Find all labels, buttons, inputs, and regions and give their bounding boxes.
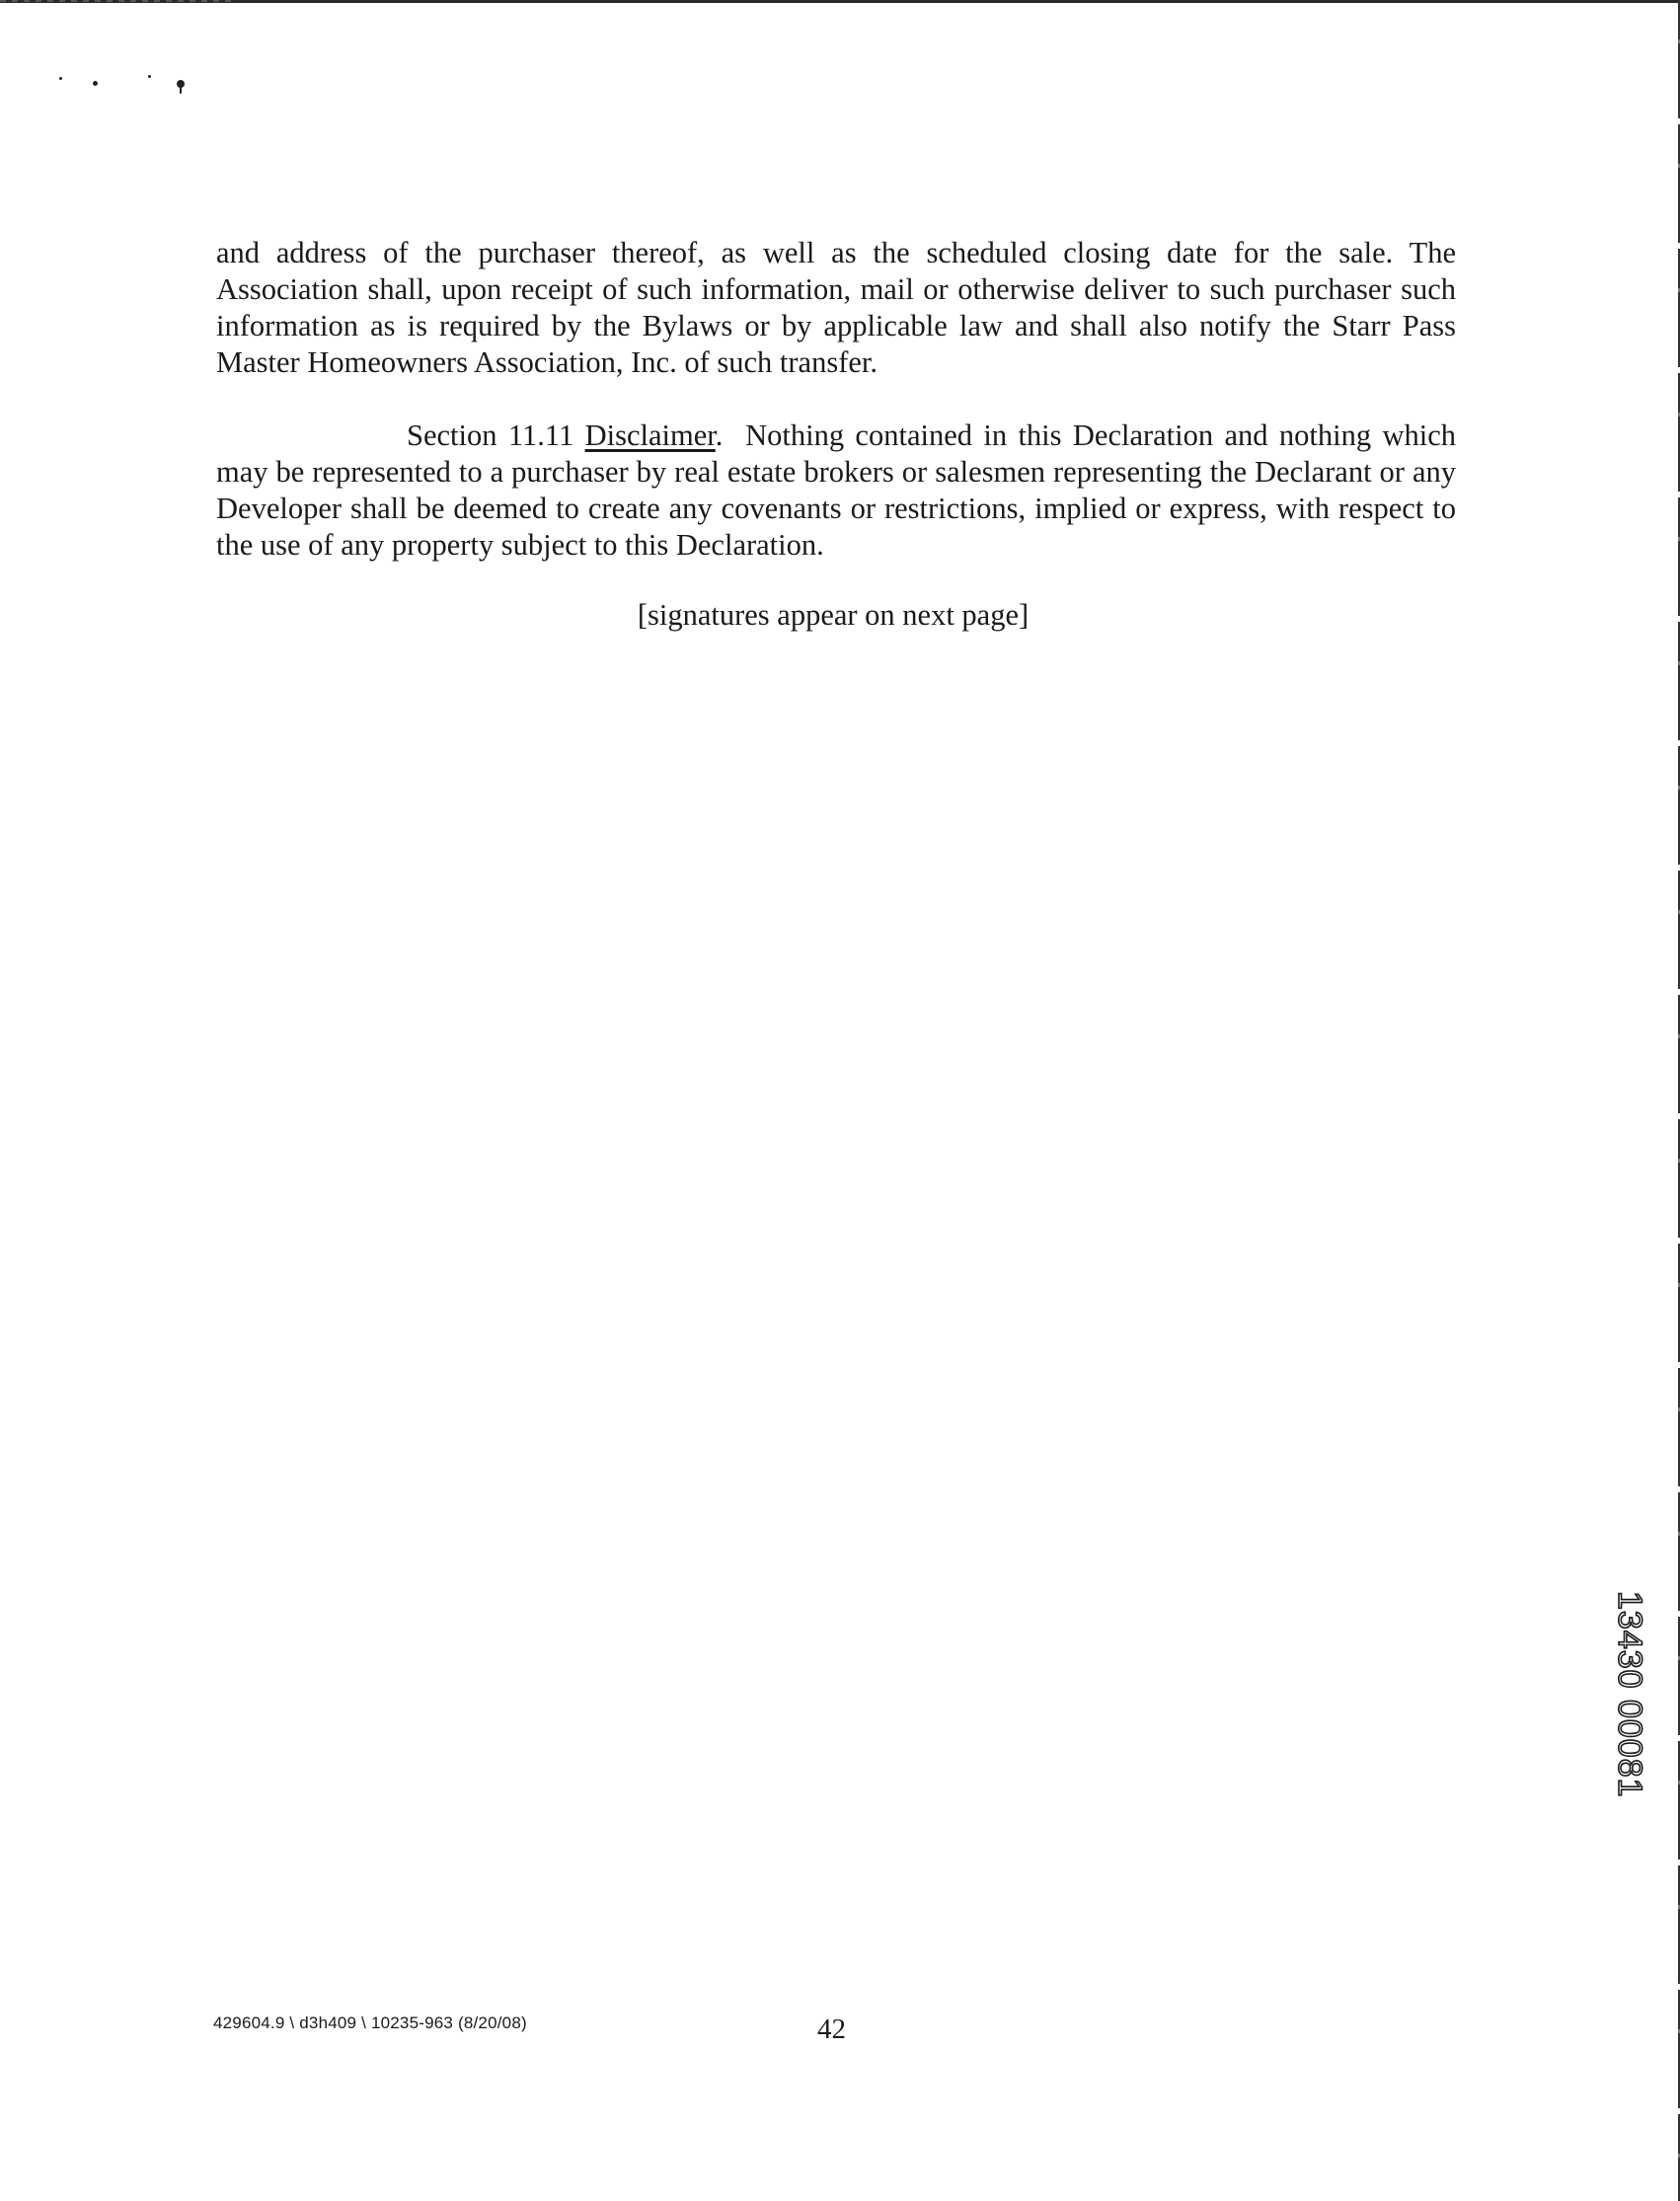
signatures-note-text: [signatures appear on next page] bbox=[637, 598, 1030, 632]
scan-speck bbox=[180, 87, 182, 94]
recording-stamp-graphic bbox=[1607, 1589, 1646, 1856]
section-heading: Disclaimer bbox=[584, 418, 716, 452]
signatures-note bbox=[0, 598, 1680, 633]
scan-top-dash bbox=[0, 0, 237, 2]
scan-specks bbox=[51, 69, 199, 99]
recording-stamp-text: 13430 00081 bbox=[1611, 1591, 1646, 1798]
scan-speck bbox=[93, 81, 98, 86]
document-body bbox=[216, 235, 1456, 564]
paragraph-continuation: and address of the purchaser thereof, as well as the scheduled closing date for the sale. The Association shall, upon receipt of such information, mail or otherwise deliver to such purchaser such information as is required by the Bylaws or by applicable law and shall also notify the Starr Pass Master Homeowners Association, Inc. of such transfer. bbox=[216, 236, 1456, 379]
page-number: 42 bbox=[817, 2013, 846, 2045]
recording-stamp bbox=[1607, 1589, 1646, 1856]
section-disclaimer bbox=[216, 417, 1456, 564]
scan-top-border bbox=[0, 0, 1680, 3]
section-body: Nothing contained in this Declaration and nothing which may be represented to a purchaser by real estate brokers or salesmen representing the Declarant or any Developer shall be deemed to create any covenants or restrictions, implied or express, with respect to the use of any property subject to this Declaration. bbox=[216, 418, 1457, 562]
footer-document-code: 429604.9 \ d3h409 \ 10235-963 (8/20/08) bbox=[213, 2013, 527, 2032]
section-heading-punctuation: . bbox=[715, 418, 724, 452]
scan-speck bbox=[59, 77, 62, 80]
section-number: Section 11.11 bbox=[407, 418, 574, 452]
scan-speck bbox=[148, 75, 151, 78]
